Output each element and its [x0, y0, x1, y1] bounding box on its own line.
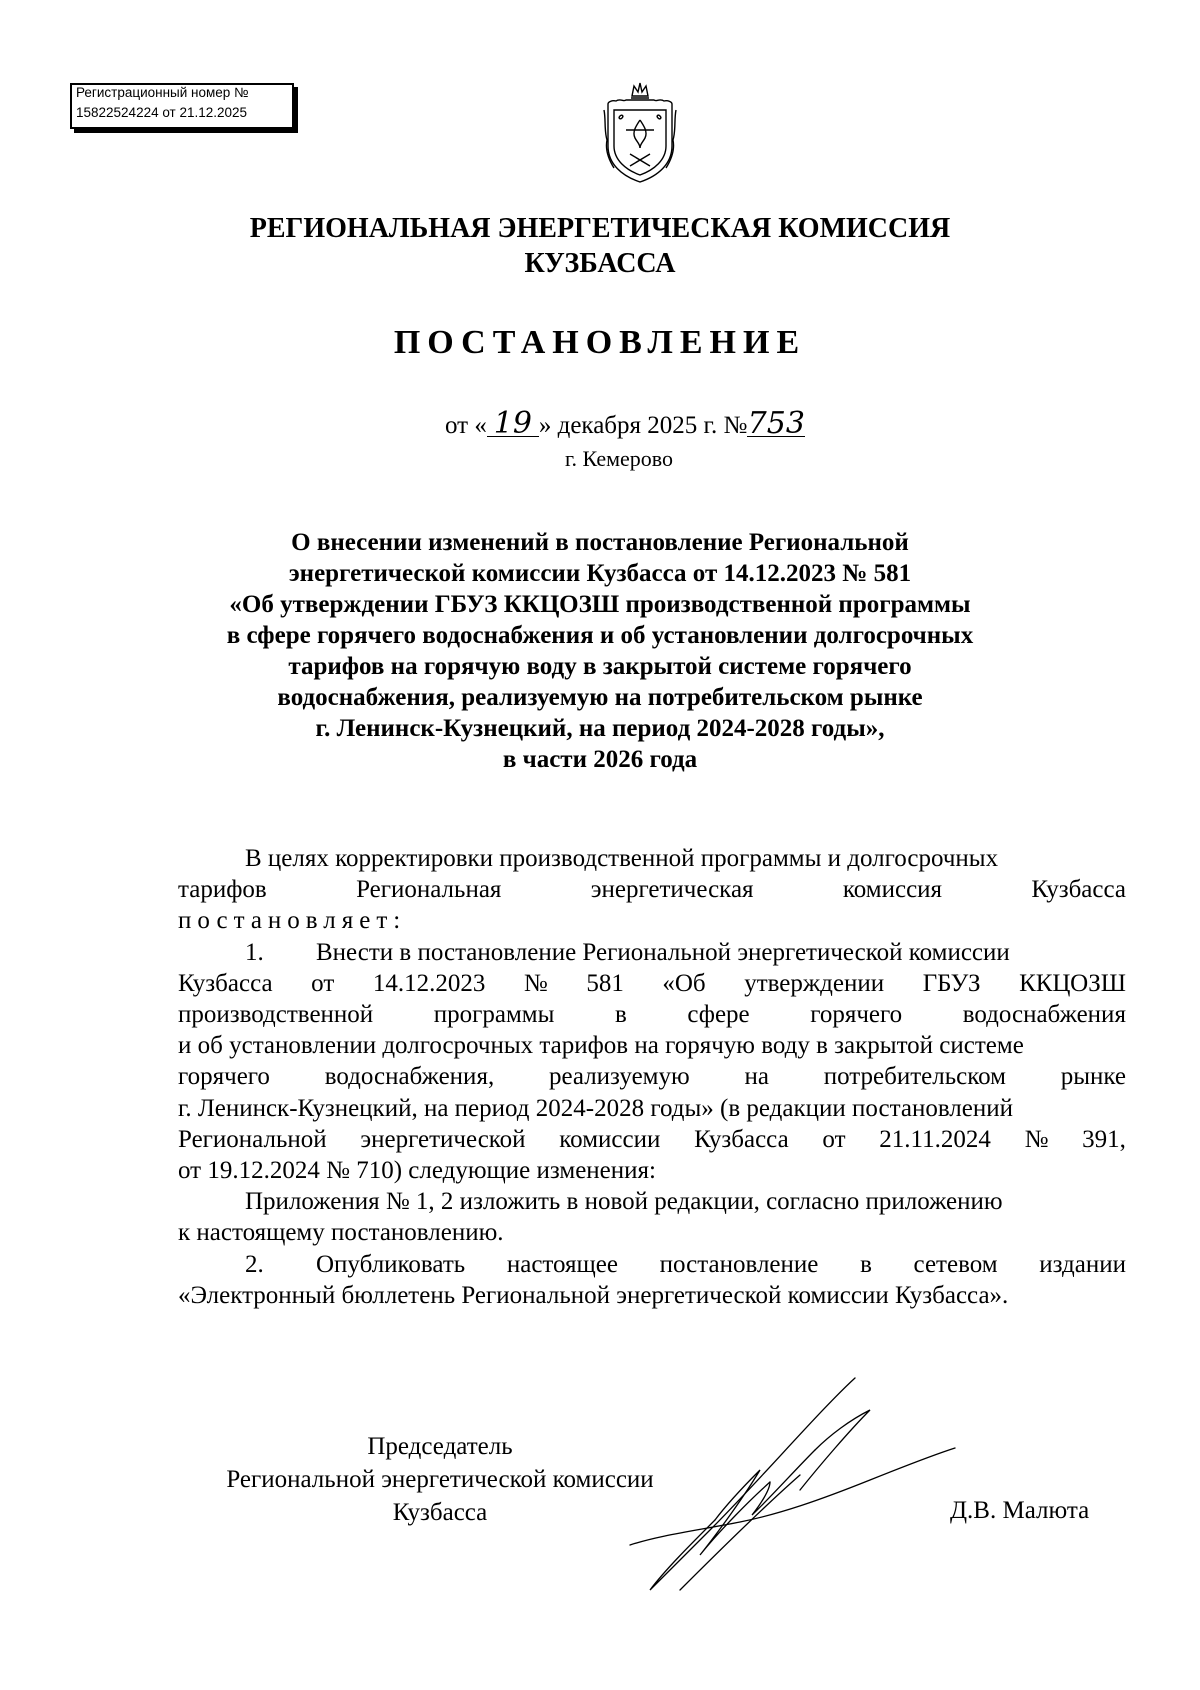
- document-type-title: ПОСТАНОВЛЕНИЕ: [393, 324, 807, 361]
- word: от: [822, 1125, 846, 1153]
- annex-line: Приложения № 1, 2 изложить в новой редакции, согласно приложению: [245, 1188, 1003, 1216]
- document-subject: [170, 527, 1030, 775]
- registration-stamp: [70, 83, 304, 139]
- word: тарифов: [178, 876, 267, 904]
- item-2-text: [316, 1249, 1126, 1280]
- item-1-first-line: [178, 937, 1126, 968]
- handwritten-document-number: 753: [747, 406, 805, 441]
- word: постановление: [659, 1250, 819, 1278]
- word: сфере: [687, 1001, 750, 1029]
- word: производственной: [178, 1001, 374, 1029]
- stamp-shadow-bottom: [74, 129, 298, 133]
- word: 581: [586, 969, 624, 997]
- word: ККЦОЗШ: [1019, 969, 1126, 997]
- word: комиссия: [842, 876, 943, 904]
- word: «Об: [662, 969, 706, 997]
- item-1-line: [178, 1061, 1126, 1092]
- word: Кузбасса: [178, 969, 273, 997]
- word: энергетической: [360, 1125, 526, 1153]
- subject-line: тарифов на горячую воду в закрытой системе горячего: [288, 653, 912, 680]
- body-intro-line: [178, 874, 1126, 905]
- registration-label: Регистрационный номер №: [76, 85, 249, 100]
- word: издании: [1039, 1250, 1126, 1278]
- word: потребительском: [823, 1063, 1006, 1091]
- item-1-text: Внести в постановление Региональной энергетической комиссии: [316, 938, 1010, 966]
- organization-name: РЕГИОНАЛЬНАЯ ЭНЕРГЕТИЧЕСКАЯ КОМИССИЯ: [249, 213, 951, 244]
- word: комиссии: [559, 1125, 661, 1153]
- item-1-line: от 19.12.2024 № 710) следующие изменения:: [178, 1157, 656, 1185]
- handwritten-signature: [620, 1370, 960, 1600]
- item-1-line: г. Ленинск-Кузнецкий, на период 2024-2028 годы» (в редакции постановлений: [178, 1094, 1014, 1122]
- word: 391,: [1082, 1125, 1126, 1153]
- word: горячего: [178, 1063, 270, 1091]
- word: энергетическая: [590, 876, 754, 904]
- item-1-line: и об установлении долгосрочных тарифов на горячую воду в закрытой системе: [178, 1032, 1024, 1060]
- word: от: [311, 969, 335, 997]
- subject-line: водоснабжения, реализуемую на потребительском рынке: [277, 684, 923, 711]
- word: сетевом: [913, 1250, 998, 1278]
- item-2-line: «Электронный бюллетень Региональной энергетической комиссии Кузбасса».: [178, 1281, 1009, 1309]
- item-2-first-line: [178, 1249, 1126, 1280]
- word: в: [860, 1250, 872, 1278]
- word: горячего: [810, 1001, 903, 1029]
- word: ГБУЗ: [922, 969, 981, 997]
- word: в: [614, 1001, 627, 1029]
- body-intro-line: В целях корректировки производственной программы и долгосрочных: [245, 845, 999, 872]
- annex-line: к настоящему постановлению.: [178, 1219, 504, 1247]
- word: на: [744, 1063, 769, 1091]
- subject-line: «Об утверждении ГБУЗ ККЦОЗШ производственной программы: [229, 591, 971, 618]
- body-decree-word: постановляет:: [178, 907, 407, 935]
- registration-number: 15822524224 от 21.12.2025: [76, 105, 248, 120]
- signer-organization: Региональной энергетической комиссии: [226, 1466, 654, 1493]
- word: Кузбасса: [1031, 876, 1126, 904]
- date-month-year: » декабря 2025 г. №: [538, 412, 748, 439]
- word: реализуемую: [548, 1063, 690, 1091]
- word: водоснабжения: [962, 1001, 1126, 1029]
- date-prefix: от «: [445, 412, 487, 439]
- word: №: [1024, 1125, 1049, 1153]
- subject-line: г. Ленинск-Кузнецкий, на период 2024-2028 годы»,: [315, 715, 885, 742]
- word: 21.11.2024: [879, 1125, 991, 1153]
- word: рынке: [1060, 1063, 1126, 1091]
- item-1-line: [178, 999, 1126, 1030]
- word: утверждении: [744, 969, 885, 997]
- word: водоснабжения,: [324, 1063, 495, 1091]
- document-body: [178, 843, 1126, 1311]
- document-city: г. Кемерово: [564, 446, 674, 471]
- word: №: [523, 969, 548, 997]
- word: 14.12.2023: [372, 969, 486, 997]
- word: настоящее: [506, 1250, 618, 1278]
- stamp-shadow-right: [294, 87, 298, 133]
- item-1-line: [178, 968, 1126, 999]
- document-date-line: [445, 406, 805, 441]
- item-1-number: 1.: [245, 938, 264, 966]
- signer-title: Председатель: [367, 1433, 513, 1460]
- signer-region: Кузбасса: [392, 1499, 488, 1526]
- subject-line: энергетической комиссии Кузбасса от 14.12.2023 № 581: [288, 560, 912, 587]
- item-1-line: [178, 1124, 1126, 1155]
- word: Кузбасса: [694, 1125, 789, 1153]
- kuzbass-coat-of-arms-icon: [602, 80, 678, 184]
- word: Региональная: [356, 876, 502, 904]
- item-2-number: 2.: [245, 1250, 264, 1278]
- organization-region: КУЗБАССА: [524, 248, 676, 279]
- signer-name: Д.В. Малюта: [950, 1497, 1090, 1524]
- word: Опубликовать: [316, 1250, 466, 1278]
- word: Региональной: [178, 1125, 327, 1153]
- word: программы: [433, 1001, 555, 1029]
- handwritten-day: 19: [487, 412, 539, 437]
- subject-line: О внесении изменений в постановление Региональной: [291, 529, 909, 556]
- subject-line: в сфере горячего водоснабжения и об установлении долгосрочных: [226, 622, 974, 649]
- subject-line: в части 2026 года: [502, 746, 698, 773]
